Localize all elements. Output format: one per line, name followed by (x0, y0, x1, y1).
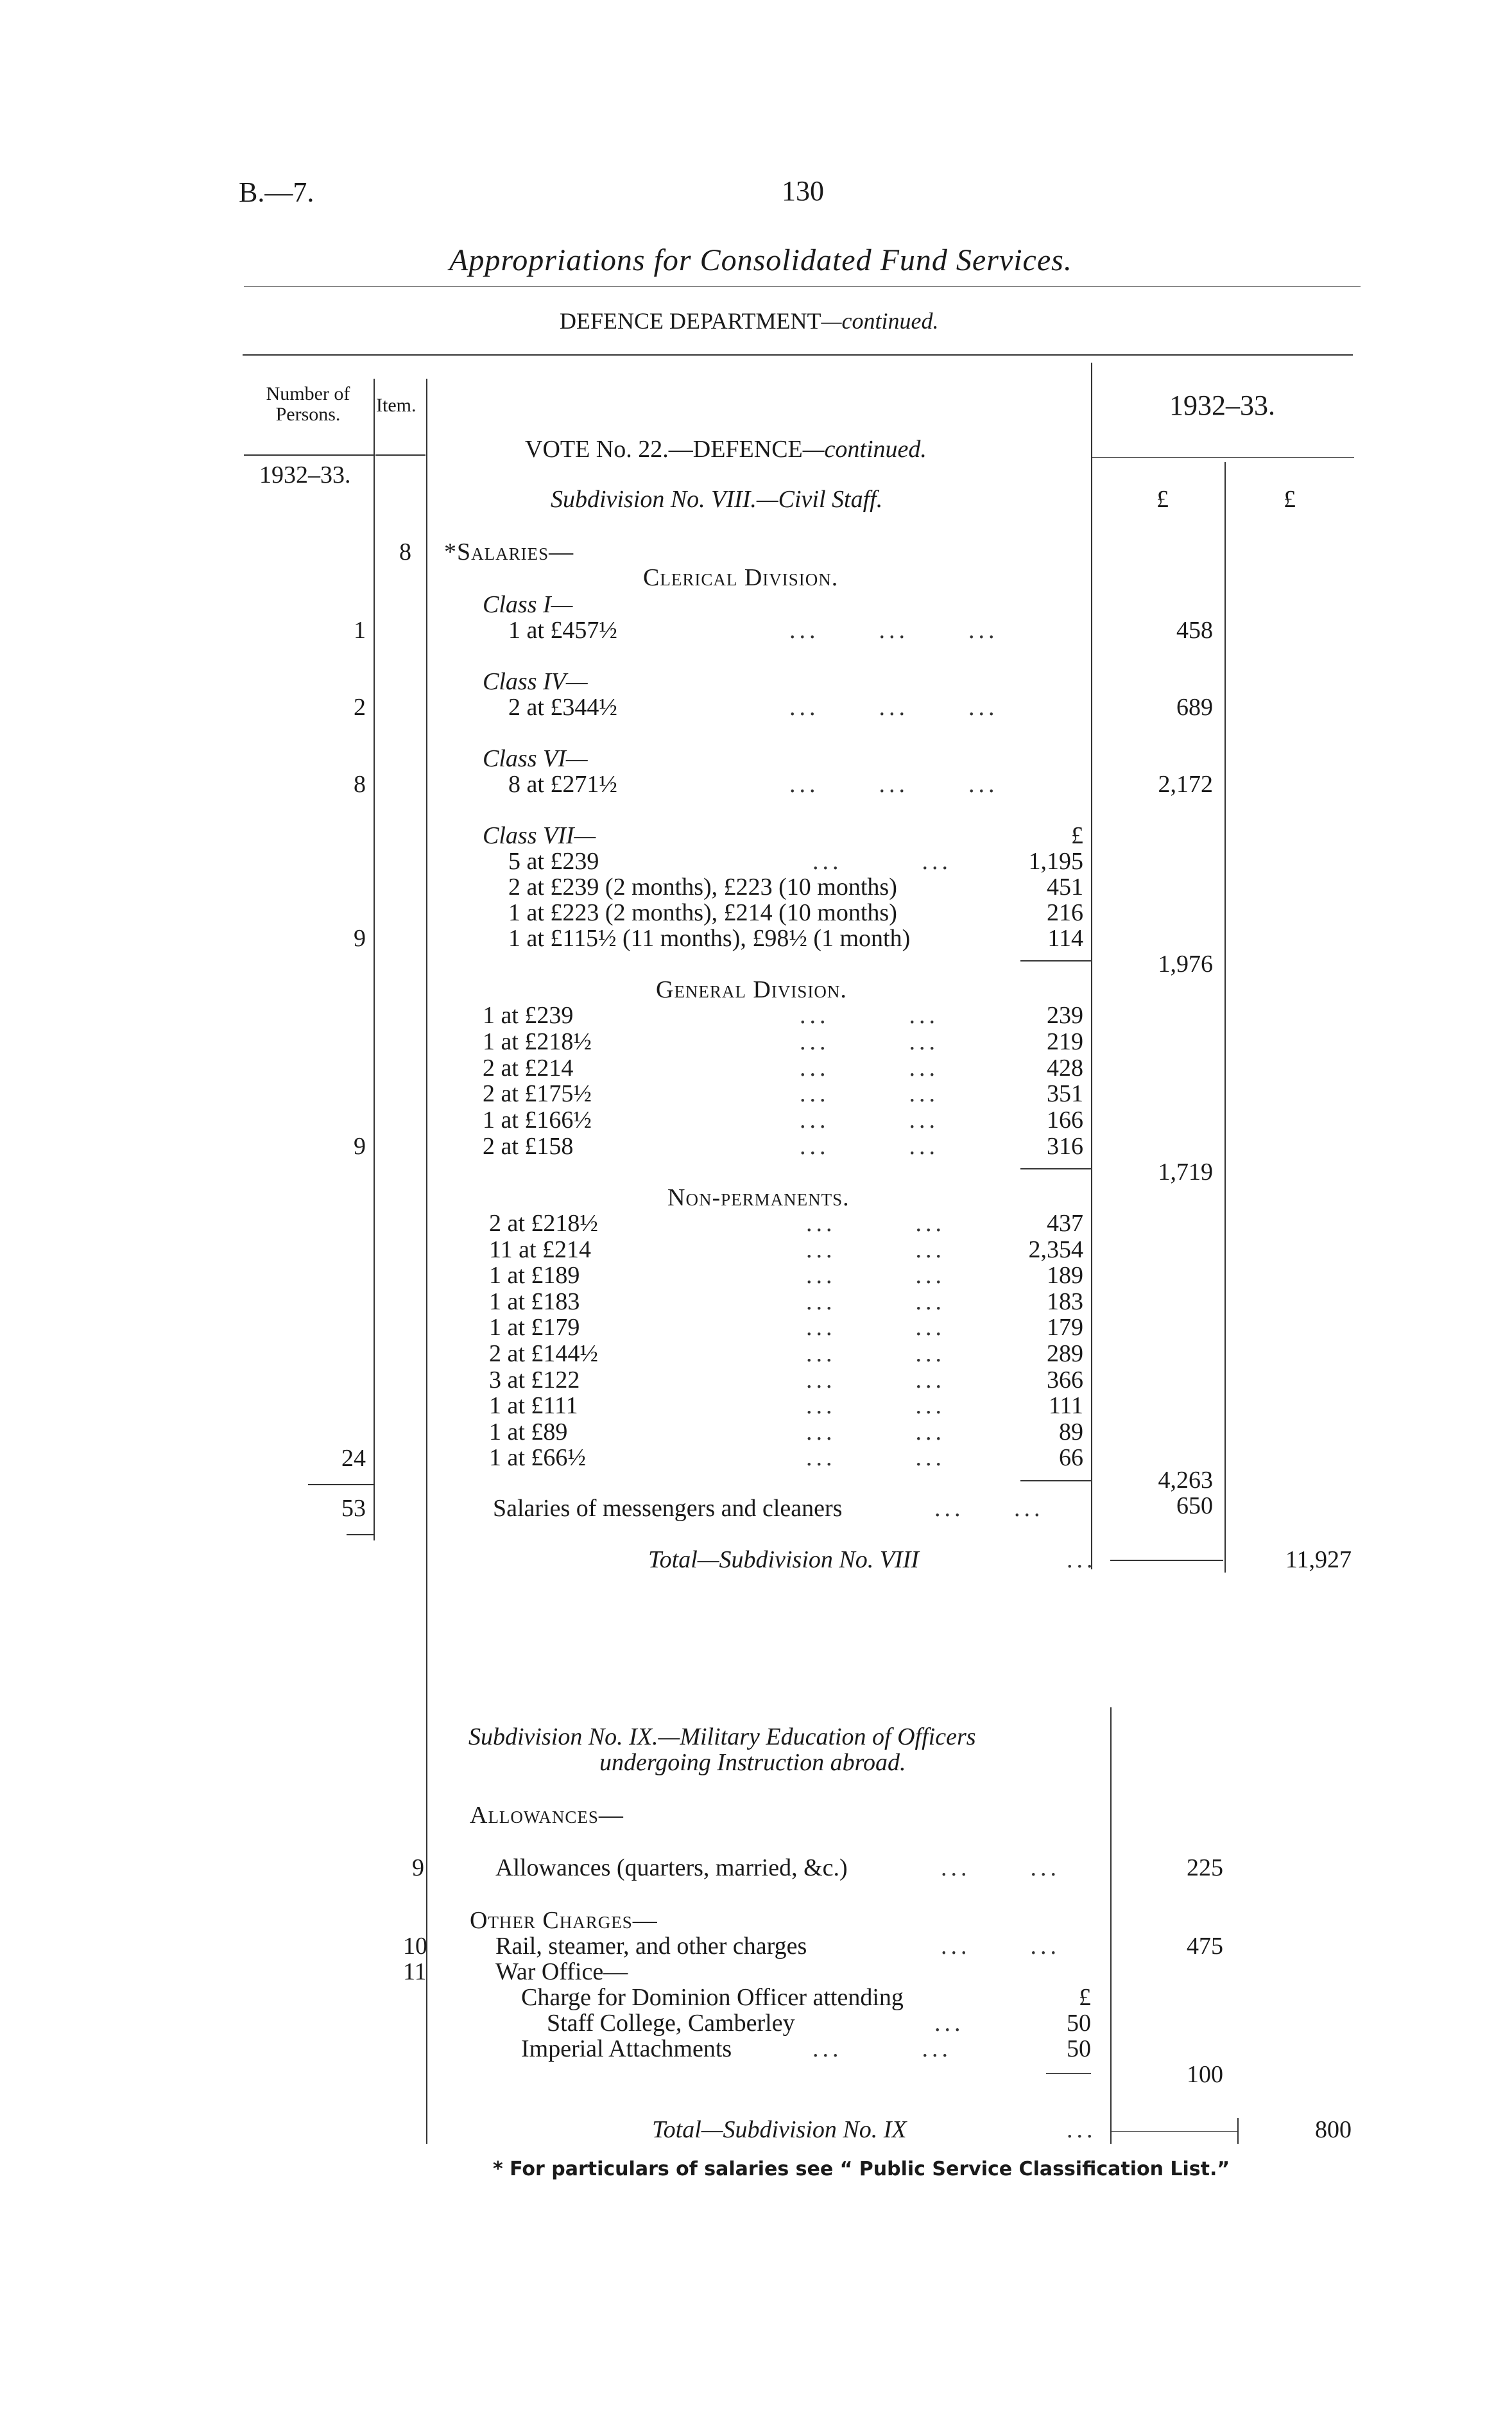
leader-dots: ... ... (806, 1444, 945, 1472)
row-label: 2 at £144½ (489, 1340, 598, 1367)
leader-dots: ... ... (800, 1080, 939, 1108)
class-1-line: 1 at £457½ (508, 617, 617, 644)
item-header-rule (375, 454, 425, 456)
leader-dots: ... (934, 2010, 965, 2037)
pound-column-1: £ (1156, 486, 1169, 513)
charge-line-2: Staff College, Camberley (547, 2010, 795, 2037)
document-ref: B.—7. (239, 177, 314, 208)
row-value: 89 (1059, 1418, 1083, 1445)
total-column-rule (1224, 462, 1226, 1573)
leader-dots: ... ... (806, 1418, 945, 1445)
class-4-amount: 689 (1176, 694, 1213, 721)
leader-dots: ... ... (806, 1340, 945, 1367)
leader-dots: ... ... (806, 1262, 945, 1289)
item-11: 11 (403, 1958, 427, 1985)
class-7-pound-sign: £ (1071, 822, 1083, 849)
amount-column-rule (1091, 363, 1092, 1569)
total-column-rule-lower (1237, 2118, 1239, 2144)
row-label: 2 at £158 (483, 1133, 574, 1160)
messengers-amount: 650 (1176, 1492, 1213, 1519)
leader-dots: ... ... (941, 1933, 1060, 1960)
general-division-persons: 9 (354, 1133, 366, 1160)
class-7-row-value: 114 (1047, 925, 1083, 952)
war-office-total: 100 (1187, 2061, 1223, 2088)
row-value: 179 (1047, 1314, 1083, 1341)
row-label: 1 at £179 (489, 1314, 580, 1341)
department-heading: DEFENCE DEPARTMENT—continued. (560, 308, 939, 334)
class-1-heading: Class I— (483, 591, 573, 618)
page-title: Appropriations for Consolidated Fund Services. (449, 243, 1072, 277)
item-8: 8 (399, 539, 411, 565)
allowances-amount: 225 (1187, 1854, 1223, 1881)
war-office-subtotal-rule (1046, 2073, 1091, 2074)
persons-header-rule (244, 454, 374, 456)
leader-dots: ... ... (806, 1392, 945, 1420)
row-value: 316 (1047, 1133, 1083, 1160)
charge-value: 50 (1067, 2010, 1091, 2037)
row-value: 366 (1047, 1366, 1083, 1393)
persons-subtotal-rule (308, 1484, 374, 1485)
persons-year: 1932–33. (259, 461, 351, 488)
amount-column-rule-lower (1110, 1707, 1112, 2144)
class-7-row-label: 5 at £239 (508, 848, 599, 875)
item-10: 10 (403, 1933, 427, 1960)
non-permanents-heading: Non-permanents. (667, 1184, 850, 1211)
clerical-division-heading: Clerical Division. (643, 564, 839, 591)
leader-dots: ... ... (812, 848, 952, 875)
leader-dots: ... ... (800, 1107, 939, 1134)
row-label: 1 at £218½ (483, 1028, 592, 1055)
leader-dots: ... ... (806, 1288, 945, 1315)
class-6-persons: 8 (354, 771, 366, 798)
row-value: 219 (1047, 1028, 1083, 1055)
war-office-label: War Office— (495, 1958, 628, 1985)
subdivision-9-total-rule (1112, 2131, 1237, 2132)
rail-label: Rail, steamer, and other charges (495, 1933, 807, 1960)
charge-line-1: Charge for Dominion Officer attending (521, 1984, 904, 2011)
page-number: 130 (782, 175, 824, 207)
class-7-heading: Class VII— (483, 822, 596, 849)
year-column-header: 1932–33. (1169, 390, 1275, 421)
leader-dots: ... (1067, 2116, 1097, 2143)
non-permanents-persons: 24 (341, 1445, 366, 1472)
title-rule (244, 286, 1361, 287)
general-subtotal-rule (1020, 1168, 1091, 1169)
leader-dots: ... ... (941, 1854, 1060, 1881)
class-1-persons: 1 (354, 617, 366, 644)
row-label: 1 at £166½ (483, 1107, 592, 1134)
item-column-header: Item. (376, 395, 417, 416)
row-value: 166 (1047, 1107, 1083, 1134)
vote-heading: VOTE No. 22.—DEFENCE—continued. (525, 436, 927, 463)
subdivision-9-title: Subdivision No. IX.—Military Education of Officers (468, 1723, 976, 1750)
footnote: * For particulars of salaries see “ Public Service Classification List.” (493, 2158, 1230, 2180)
class-7-row-label: 2 at £239 (2 months), £223 (10 months) (508, 874, 897, 901)
pound-column-2: £ (1284, 486, 1296, 513)
messengers-label: Salaries of messengers and cleaners (493, 1495, 843, 1522)
leader-dots: ... ... (806, 1314, 945, 1341)
class-6-heading: Class VI— (483, 745, 588, 772)
year-header-rule (1092, 457, 1354, 458)
imperial-attachments-label: Imperial Attachments (521, 2035, 732, 2062)
total-persons: 53 (341, 1495, 366, 1522)
row-label: 1 at £239 (483, 1002, 574, 1029)
leader-dots: ... ... ... (789, 617, 999, 644)
row-value: 111 (1048, 1392, 1083, 1420)
row-label: 1 at £189 (489, 1262, 580, 1289)
subdivision-9-title-cont: undergoing Instruction abroad. (599, 1749, 906, 1776)
class-7-row-label: 1 at £115½ (11 months), £98½ (1 month) (508, 925, 911, 952)
subdivision-8-total-label: Total—Subdivision No. VIII (648, 1546, 919, 1573)
class-7-row-value: 1,195 (1028, 848, 1083, 875)
row-label: 1 at £89 (489, 1418, 568, 1445)
class-7-row-value: 216 (1047, 899, 1083, 926)
subdivision-9-total: 800 (1315, 2116, 1352, 2143)
class-4-line: 2 at £344½ (508, 694, 617, 721)
row-label: 1 at £183 (489, 1288, 580, 1315)
row-value: 239 (1047, 1002, 1083, 1029)
class-4-heading: Class IV— (483, 668, 588, 695)
leader-dots: ... ... (806, 1210, 945, 1237)
class-6-line: 8 at £271½ (508, 771, 617, 798)
class-7-row-label: 1 at £223 (2 months), £214 (10 months) (508, 899, 897, 926)
row-label: 2 at £214 (483, 1054, 574, 1082)
leader-dots: ... ... (934, 1495, 1044, 1522)
item-column-rule (426, 379, 427, 2144)
general-division-total: 1,719 (1158, 1159, 1213, 1186)
imperial-attachments-value: 50 (1067, 2035, 1091, 2062)
row-label: 11 at £214 (489, 1236, 592, 1263)
row-value: 351 (1047, 1080, 1083, 1108)
row-value: 437 (1047, 1210, 1083, 1237)
leader-dots: ... ... (806, 1236, 945, 1263)
allowances-heading: Allowances— (470, 1802, 624, 1829)
rail-amount: 475 (1187, 1933, 1223, 1960)
class-7-persons: 9 (354, 925, 366, 952)
leader-dots: ... ... (800, 1028, 939, 1055)
row-value: 66 (1059, 1444, 1083, 1472)
row-label: 2 at £175½ (483, 1080, 592, 1108)
class-7-subtotal-rule (1020, 960, 1091, 962)
row-value: 2,354 (1028, 1236, 1083, 1263)
general-division-heading: General Division. (656, 976, 847, 1003)
class-1-amount: 458 (1176, 617, 1213, 644)
leader-dots: ... ... (800, 1002, 939, 1029)
row-label: 1 at £111 (489, 1392, 578, 1420)
leader-dots: ... ... (800, 1054, 939, 1082)
class-4-persons: 2 (354, 694, 366, 721)
allowances-label: Allowances (quarters, married, &c.) (495, 1854, 848, 1881)
row-value: 189 (1047, 1262, 1083, 1289)
salaries-heading: *Salaries— (444, 539, 574, 565)
leader-dots: ... ... ... (789, 694, 999, 721)
row-label: 3 at £122 (489, 1366, 580, 1393)
subdivision-9-total-label: Total—Subdivision No. IX (652, 2116, 907, 2143)
non-permanents-subtotal-rule (1020, 1480, 1091, 1481)
persons-column-header: Number of Persons. (266, 383, 350, 425)
item-9: 9 (412, 1854, 424, 1881)
non-permanents-total: 4,263 (1158, 1467, 1213, 1494)
subdivision-8-total: 11,927 (1285, 1546, 1352, 1573)
row-label: 1 at £66½ (489, 1444, 586, 1472)
leader-dots: ... (1067, 1546, 1097, 1573)
row-value: 289 (1047, 1340, 1083, 1367)
leader-dots: ... ... ... (789, 771, 999, 798)
row-value: 183 (1047, 1288, 1083, 1315)
persons-total-rule (347, 1534, 374, 1535)
class-7-total: 1,976 (1158, 951, 1213, 978)
leader-dots: ... ... (806, 1366, 945, 1393)
row-value: 428 (1047, 1054, 1083, 1082)
top-rule (243, 354, 1353, 356)
subdivision-8-title: Subdivision No. VIII.—Civil Staff. (551, 486, 883, 513)
row-label: 2 at £218½ (489, 1210, 598, 1237)
subdivision-8-total-rule (1110, 1560, 1223, 1561)
war-office-pound-sign: £ (1079, 1984, 1091, 2011)
other-charges-heading: Other Charges— (470, 1907, 658, 1934)
leader-dots: ... ... (800, 1133, 939, 1160)
class-7-row-value: 451 (1047, 874, 1083, 901)
class-6-amount: 2,172 (1158, 771, 1213, 798)
leader-dots: ... ... (812, 2035, 952, 2062)
persons-column-rule (374, 379, 375, 1540)
